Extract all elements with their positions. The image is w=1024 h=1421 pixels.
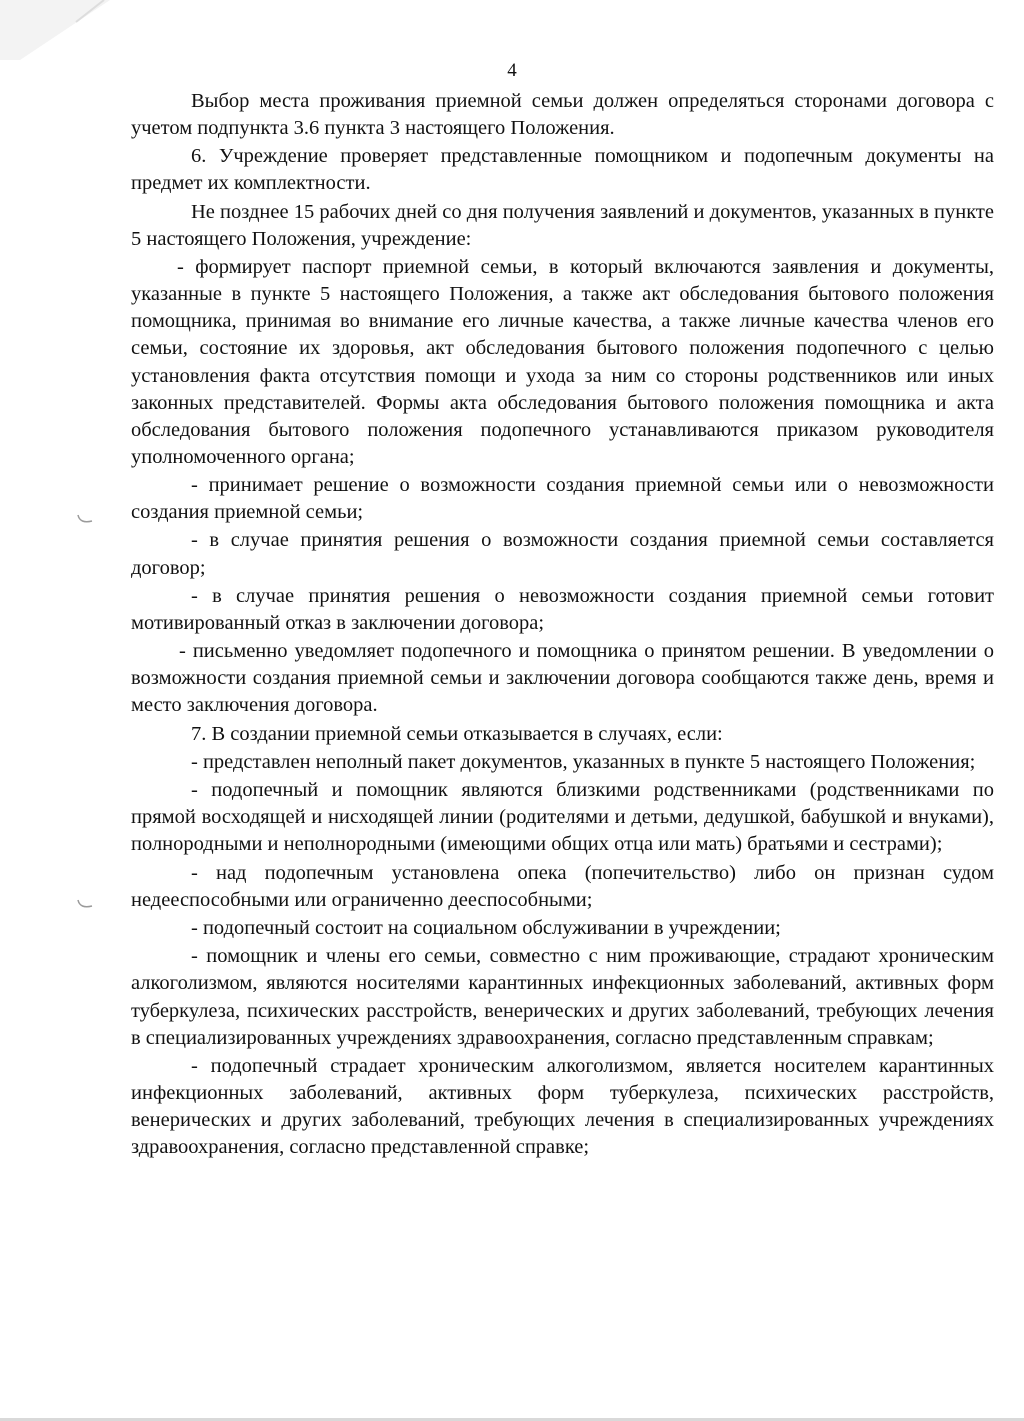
list-item: - в случае принятия решения о возможности создания приемной семьи составляется договор; [131,529,994,579]
list-item: - представлен неполный пакет документов, указанных в пункте 5 настоящего Положения; [191,750,976,773]
list-item: - над подопечным установлена опека (попечительство) либо он признан судом недееспособными или ограниченно дееспособными; [131,861,994,911]
list-item: - письменно уведомляет подопечного и помощника о принятом решении. В уведомлении о возможности создания приемной семьи и заключении договора сообщаются также день, время и место заключения договора. [131,640,994,717]
page-number: 4 [507,60,517,81]
paragraph: Не позднее 15 рабочих дней со дня получения заявлений и документов, указанных в пункте 5 настоящего Положения, учреждение: [131,200,994,250]
scan-corner-shadow [0,0,110,60]
list-item: - формирует паспорт приемной семьи, в который включаются заявления и документы, указанные в пункте 5 настоящего Положения, а также акт обследования бытового положения помощника, принимая во внимание его личные качества, а также личные качества членов его семьи, состояние их здоровья, акт обследования бытового положения подопечного с целью установления факта отсутствия помощи и ухода за ним со стороны родственников или иных законных представителей. Формы акта обследования бытового положения помощника и акта обследования бытового положения подопечного устанавливаются приказом руководителя уполномоченного органа; [131,256,994,468]
paragraph: Выбор места проживания приемной семьи должен определяться сторонами договора с учетом подпункта 3.6 пункта 3 настоящего Положения. [131,90,994,140]
list-item: - подопечный и помощник являются близкими родственниками (родственниками по прямой восходящей и нисходящей линии (родителями и детьми, дедушкой, бабушкой и внуками), полнородными и неполнородными (имеющими общих отца или мать) братьями и сестрами); [131,779,994,856]
margin-pencil-mark [76,898,94,910]
paragraph: 6. Учреждение проверяет представленные помощником и подопечным документы на предмет их комплектности. [131,145,994,195]
list-item: - в случае принятия решения о невозможности создания приемной семьи готовит мотивированный отказ в заключении договора; [131,584,994,634]
paragraph: 7. В создании приемной семьи отказывается в случаях, если: [191,722,723,745]
list-item: - подопечный состоит на социальном обслуживании в учреждении; [191,917,781,940]
document-body [131,88,994,1162]
list-item: - принимает решение о возможности создания приемной семьи или о невозможности создания приемной семьи; [131,474,994,524]
margin-pencil-mark [76,513,94,525]
list-item: - подопечный страдает хроническим алкоголизмом, является носителем карантинных инфекционных заболеваний, активных форм туберкулеза, психических расстройств, венерических и других заболеваний, требующих лечения в специализированных учреждениях здравоохранения, согласно представленной справке; [131,1054,994,1159]
list-item: - помощник и члены его семьи, совместно с ним проживающие, страдают хроническим алкоголизмом, являются носителями карантинных инфекционных заболеваний, активных форм туберкулеза, психических расстройств, венерических и других заболеваний, требующих лечения в специализированных учреждениях здравоохранения, согласно представленным справкам; [131,945,994,1049]
